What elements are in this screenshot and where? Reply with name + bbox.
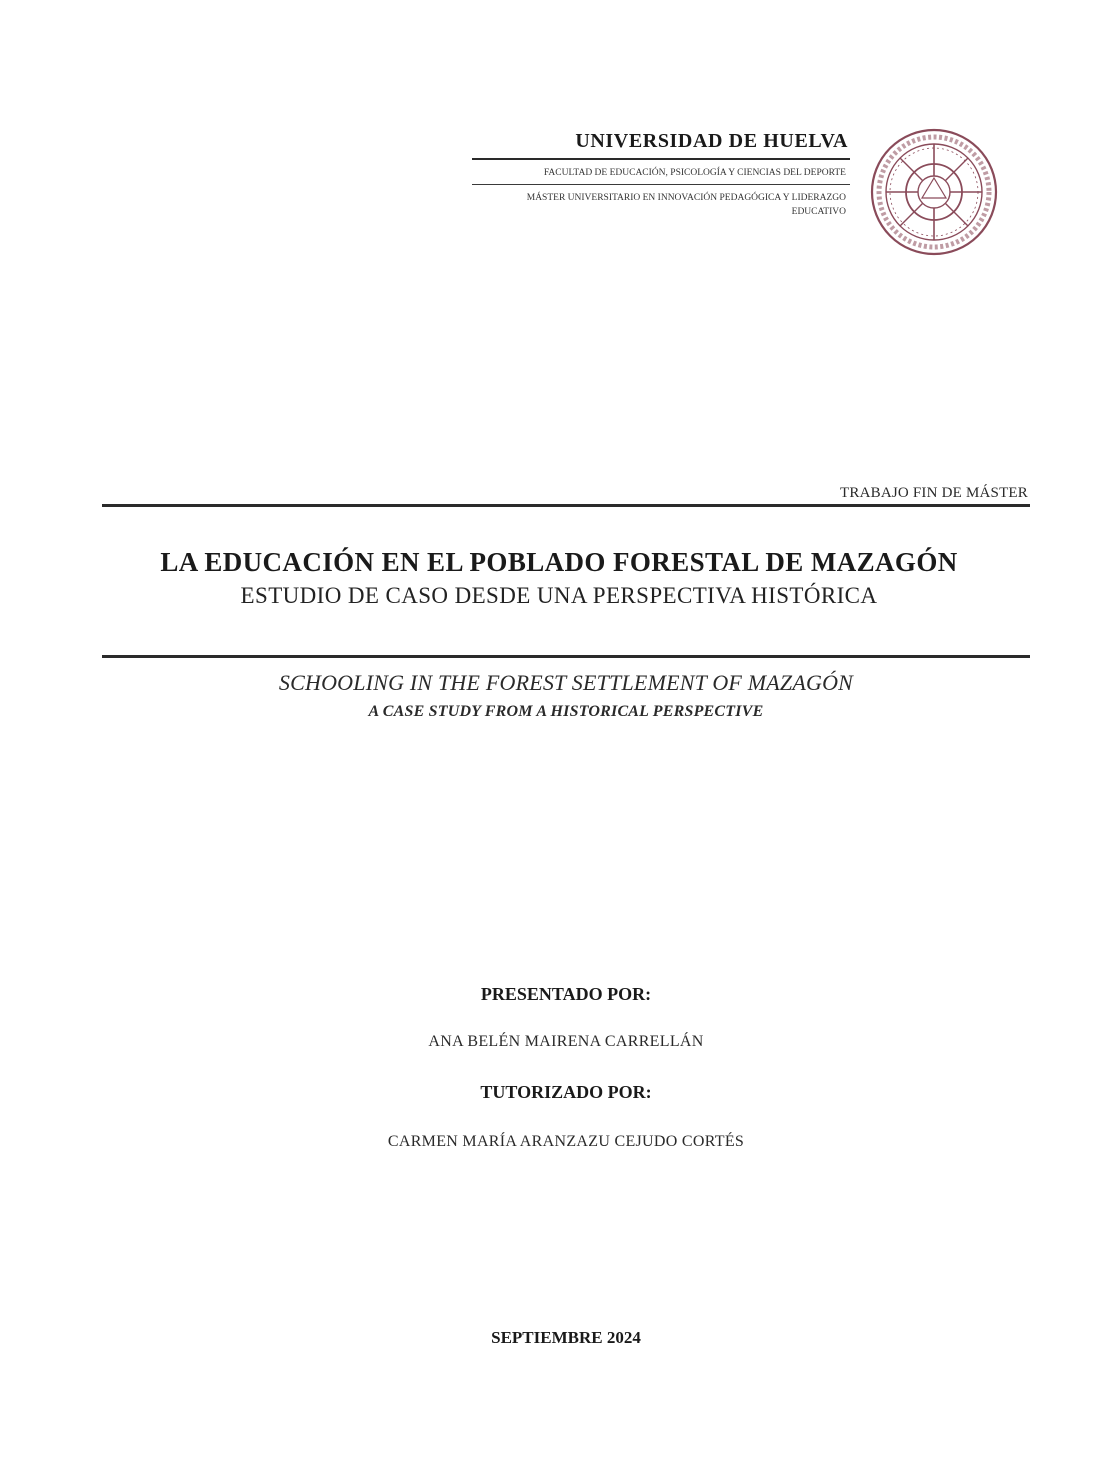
subtitle-english: A CASE STUDY FROM A HISTORICAL PERSPECTIVE: [368, 703, 764, 720]
faculty-name: FACULTAD DE EDUCACIÓN, PSICOLOGÍA Y CIENCIAS DEL DEPORTE: [543, 168, 846, 178]
title-rule-top: [102, 504, 1030, 507]
header-rule-middle: [472, 184, 850, 185]
header-rule-top: [472, 158, 850, 160]
submission-date: SEPTIEMBRE 2024: [491, 1328, 641, 1347]
author-name: ANA BELÉN MAIRENA CARRELLÁN: [428, 1033, 704, 1050]
title-english: SCHOOLING IN THE FOREST SETTLEMENT OF MAZAGÓN: [278, 670, 854, 695]
university-seal-icon: [866, 124, 1002, 260]
presented-by-heading: PRESENTADO POR:: [480, 984, 652, 1004]
master-program-name: MÁSTER UNIVERSITARIO EN INNOVACIÓN PEDAGÓGICA Y LIDERAZGO EDUCATIVO: [526, 193, 846, 217]
university-name: UNIVERSIDAD DE HUELVA: [575, 130, 848, 152]
university-header: [472, 128, 850, 219]
tutor-name: CARMEN MARÍA ARANZAZU CEJUDO CORTÉS: [387, 1133, 745, 1150]
subtitle-spanish: ESTUDIO DE CASO DESDE UNA PERSPECTIVA HISTÓRICA: [240, 583, 878, 608]
document-type-label: TRABAJO FIN DE MÁSTER: [840, 485, 1028, 501]
title-rule-bottom: [102, 655, 1030, 658]
tutored-by-heading: TUTORIZADO POR:: [480, 1082, 652, 1102]
title-spanish: LA EDUCACIÓN EN EL POBLADO FORESTAL DE MAZAGÓN: [160, 547, 958, 577]
